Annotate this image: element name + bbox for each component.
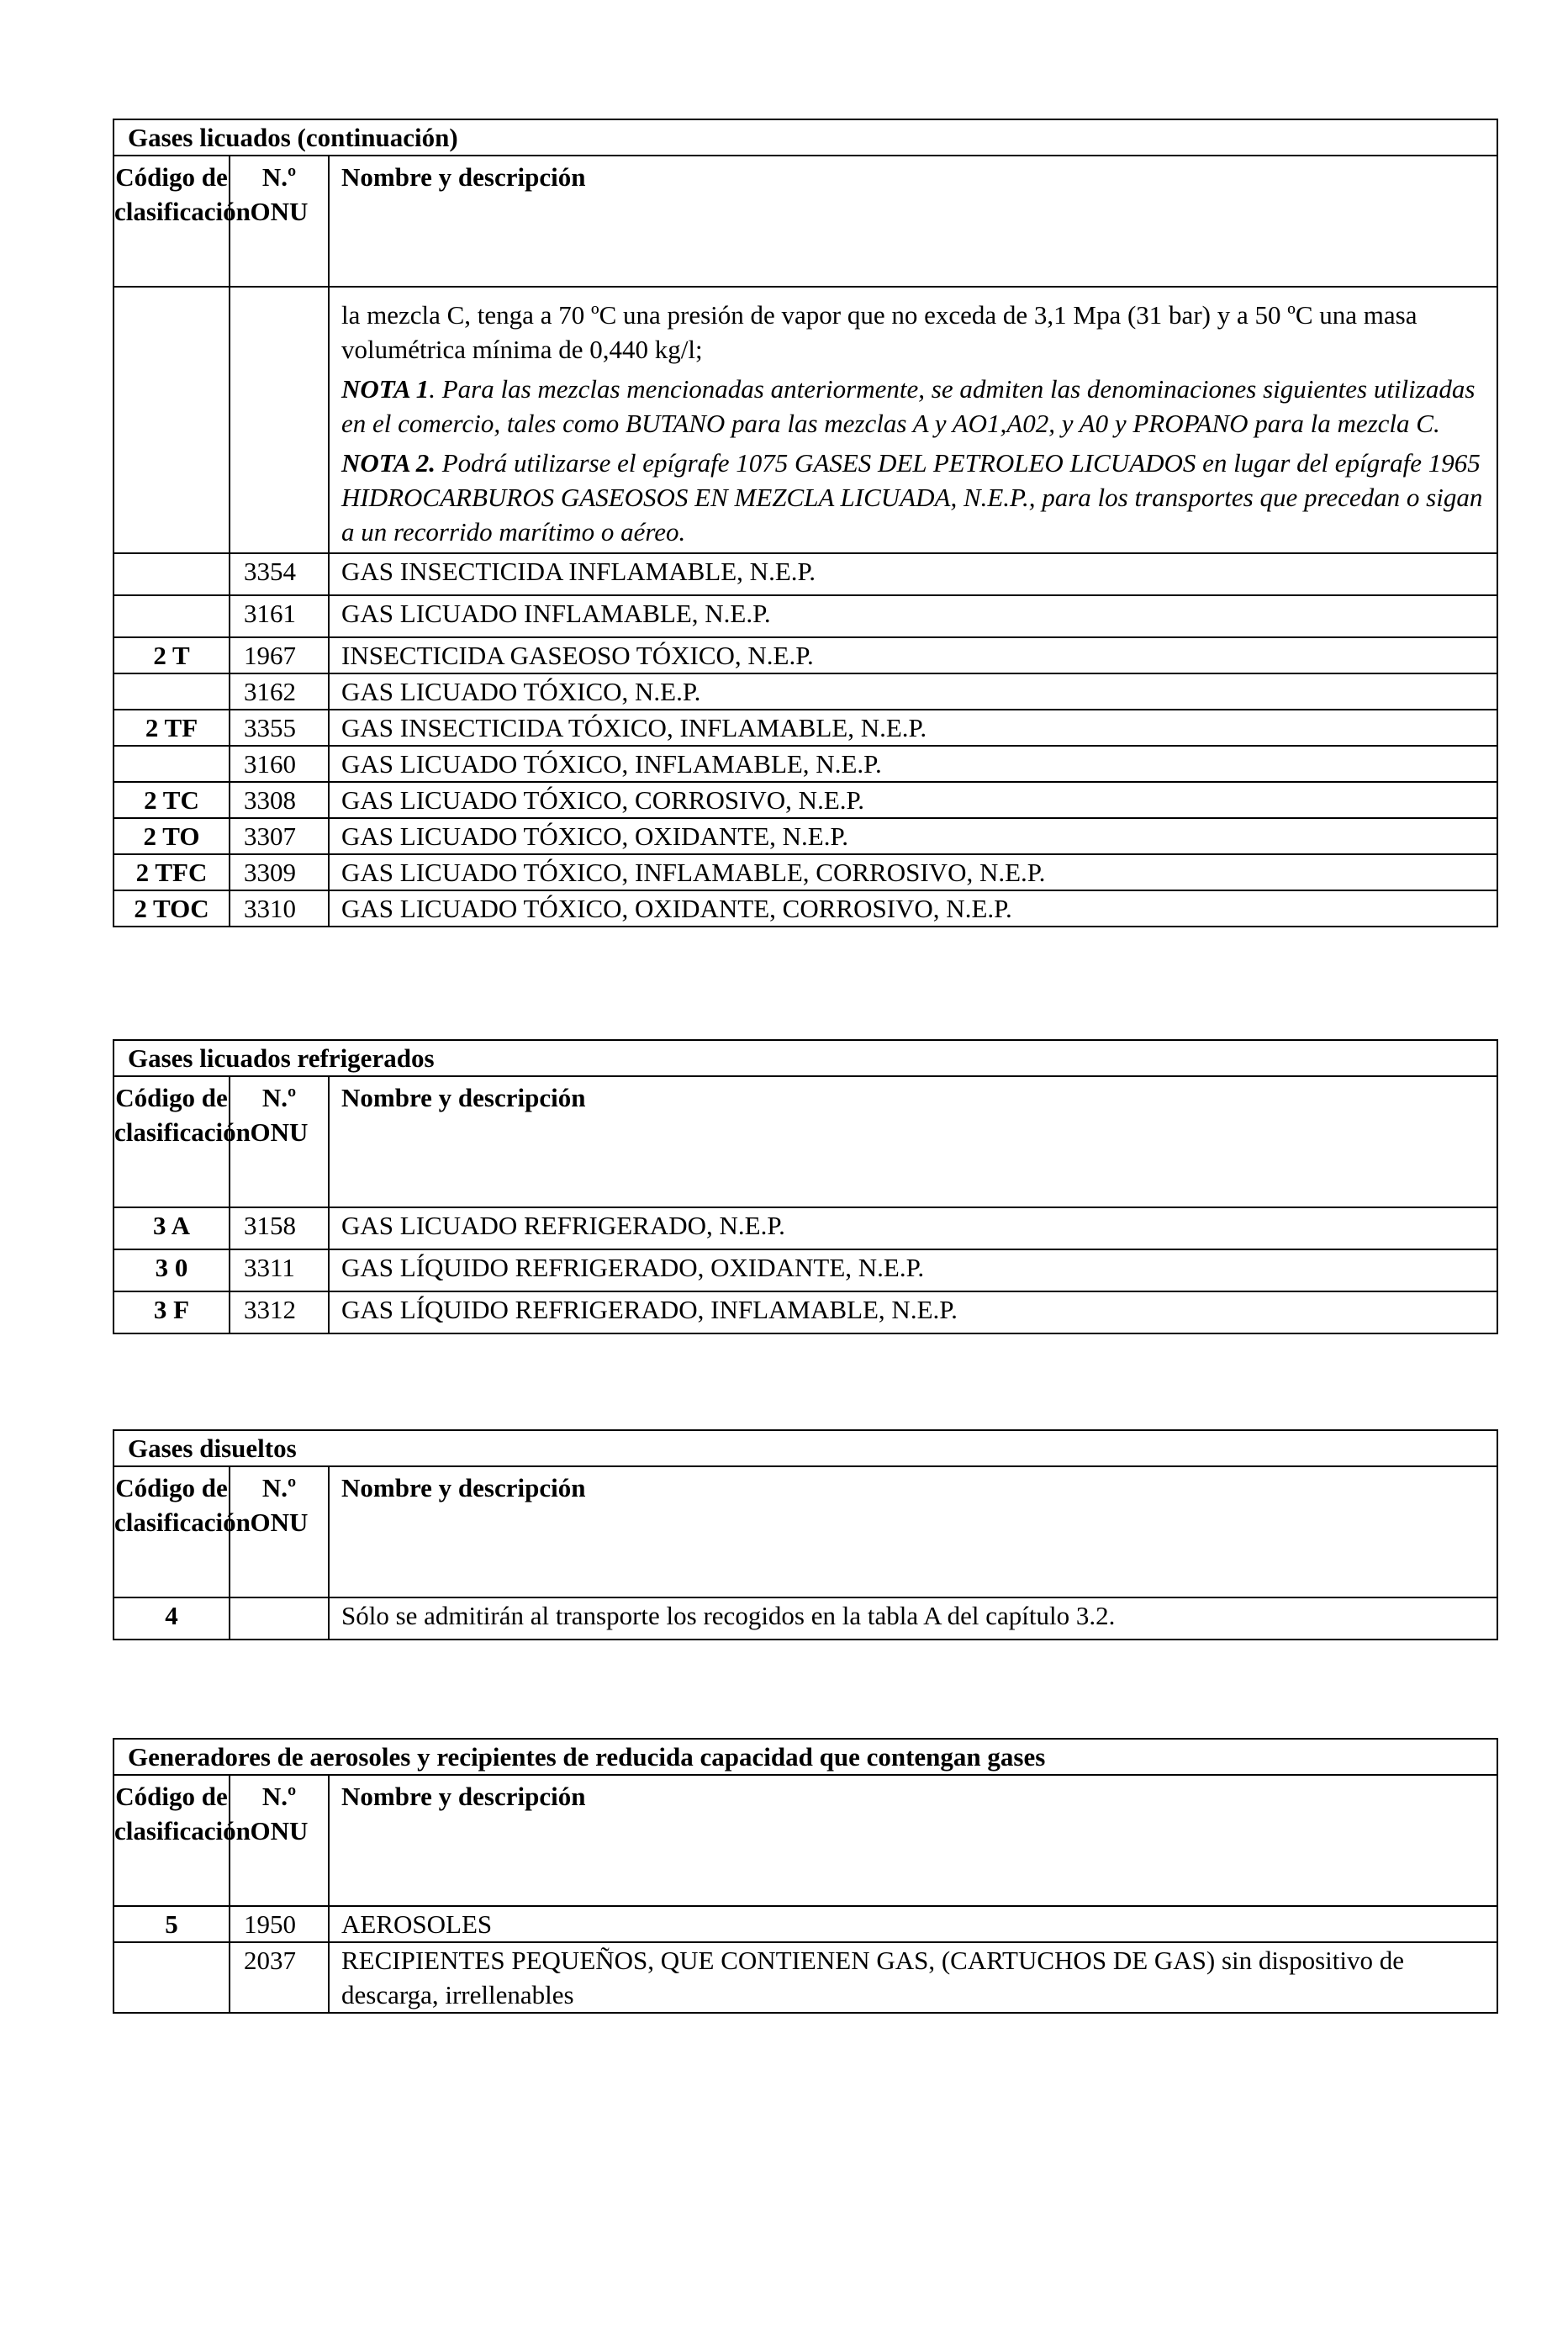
table-row	[114, 287, 1497, 553]
note-text: la mezcla C, tenga a 70 ºC una presión de vapor que no exceda de 3,1 Mpa (31 bar) y a 50 ºC una masa volumétrica mínima de 0,440 kg/l;	[341, 300, 1418, 364]
table-title: Gases licuados refrigerados	[114, 1040, 1497, 1076]
description-cell: GAS LICUADO REFRIGERADO, N.E.P.	[329, 1207, 1497, 1249]
description-cell: GAS LÍQUIDO REFRIGERADO, OXIDANTE, N.E.P.	[329, 1249, 1497, 1291]
table-row	[114, 1291, 1497, 1333]
nota-1	[341, 372, 1491, 441]
code-cell: 5	[114, 1906, 230, 1942]
description-cell: GAS LICUADO TÓXICO, INFLAMABLE, N.E.P.	[329, 746, 1497, 782]
column-header-description: Nombre y descripción	[329, 1076, 1497, 1207]
code-cell: 2 TF	[114, 710, 230, 746]
un-number-cell: 3308	[230, 782, 329, 818]
un-number-cell: 2037	[230, 1942, 329, 2013]
un-number-cell: 3354	[230, 553, 329, 595]
column-header-description: Nombre y descripción	[329, 1466, 1497, 1597]
table-title-row	[114, 1430, 1497, 1466]
note-cell	[329, 287, 1497, 553]
code-cell	[114, 746, 230, 782]
description-cell: RECIPIENTES PEQUEÑOS, QUE CONTIENEN GAS, (CARTUCHOS DE GAS) sin dispositivo de descarga, irrellenables	[329, 1942, 1497, 2013]
table-title-row	[114, 1739, 1497, 1775]
description-cell: GAS LICUADO TÓXICO, OXIDANTE, CORROSIVO, N.E.P.	[329, 890, 1497, 927]
un-number-cell: 3162	[230, 673, 329, 710]
table-row	[114, 1207, 1497, 1249]
table-row	[114, 1597, 1497, 1640]
column-header-code: Código de clasificación	[114, 1076, 230, 1207]
table-title-row	[114, 119, 1497, 156]
un-number-cell	[230, 1597, 329, 1640]
table-row	[114, 782, 1497, 818]
code-cell	[114, 673, 230, 710]
code-cell: 3 0	[114, 1249, 230, 1291]
table-row	[114, 595, 1497, 637]
un-number-cell	[230, 287, 329, 553]
table-title: Generadores de aerosoles y recipientes de reducida capacidad que contengan gases	[114, 1739, 1497, 1775]
table-row	[114, 1249, 1497, 1291]
table-row	[114, 1942, 1497, 2013]
column-header-code: Código de clasificación	[114, 1775, 230, 1906]
table-row	[114, 637, 1497, 673]
table-row	[114, 710, 1497, 746]
column-header-code: Código de clasificación	[114, 1466, 230, 1597]
un-number-cell: 3158	[230, 1207, 329, 1249]
description-cell: GAS LICUADO TÓXICO, OXIDANTE, N.E.P.	[329, 818, 1497, 854]
un-number-cell: 3310	[230, 890, 329, 927]
header-num-line2: ONU	[250, 1117, 309, 1147]
un-number-cell: 3307	[230, 818, 329, 854]
table-row	[114, 890, 1497, 927]
un-number-cell: 3312	[230, 1291, 329, 1333]
column-header-description: Nombre y descripción	[329, 1775, 1497, 1906]
table-header-row	[114, 156, 1497, 287]
un-number-cell: 3311	[230, 1249, 329, 1291]
nota-2-text: Podrá utilizarse el epígrafe 1075 GASES DEL PETROLEO LICUADOS en lugar del epígrafe 1965 HIDROCARBUROS GASEOSOS EN MEZCLA LICUADA, N.E.P., para los transportes que precedan o sigan a un recorrido marítimo o aéreo.	[341, 448, 1483, 547]
description-cell: AEROSOLES	[329, 1906, 1497, 1942]
table-gases-licuados-refrigerados	[113, 1039, 1498, 1334]
header-num-line2: ONU	[250, 197, 309, 226]
description-cell: GAS INSECTICIDA INFLAMABLE, N.E.P.	[329, 553, 1497, 595]
code-cell	[114, 553, 230, 595]
header-num-line1: N.º	[261, 1083, 297, 1112]
code-cell: 2 T	[114, 637, 230, 673]
table-row	[114, 746, 1497, 782]
code-cell: 2 TFC	[114, 854, 230, 890]
code-cell: 2 TOC	[114, 890, 230, 927]
un-number-cell: 1967	[230, 637, 329, 673]
table-generadores-de-aerosoles	[113, 1738, 1498, 2014]
description-cell: INSECTICIDA GASEOSO TÓXICO, N.E.P.	[329, 637, 1497, 673]
table-title: Gases disueltos	[114, 1430, 1497, 1466]
un-number-cell: 3160	[230, 746, 329, 782]
code-cell: 3 A	[114, 1207, 230, 1249]
table-gases-licuados-continuacion	[113, 119, 1498, 927]
table-gases-disueltos	[113, 1429, 1498, 1640]
nota-1-text: . Para las mezclas mencionadas anteriormente, se admiten las denominaciones siguientes utilizadas en el comercio, tales como BUTANO para las mezclas A y AO1,A02, y A0 y PROPANO para la mezcla C.	[341, 374, 1476, 438]
nota-2-label: NOTA 2.	[341, 448, 436, 478]
un-number-cell: 3355	[230, 710, 329, 746]
description-cell: GAS LICUADO TÓXICO, N.E.P.	[329, 673, 1497, 710]
table-row	[114, 673, 1497, 710]
un-number-cell: 3161	[230, 595, 329, 637]
table-header-row	[114, 1775, 1497, 1906]
description-cell: Sólo se admitirán al transporte los recogidos en la tabla A del capítulo 3.2.	[329, 1597, 1497, 1640]
header-num-line2: ONU	[250, 1816, 309, 1846]
nota-2	[341, 446, 1491, 549]
table-header-row	[114, 1076, 1497, 1207]
code-cell	[114, 595, 230, 637]
table-row	[114, 818, 1497, 854]
table-header-row	[114, 1466, 1497, 1597]
header-num-line1: N.º	[261, 162, 297, 192]
code-cell	[114, 1942, 230, 2013]
description-cell: GAS LICUADO TÓXICO, INFLAMABLE, CORROSIVO, N.E.P.	[329, 854, 1497, 890]
table-row	[114, 553, 1497, 595]
code-cell: 2 TC	[114, 782, 230, 818]
description-cell: GAS LICUADO INFLAMABLE, N.E.P.	[329, 595, 1497, 637]
table-title: Gases licuados (continuación)	[114, 119, 1497, 156]
description-cell: GAS LÍQUIDO REFRIGERADO, INFLAMABLE, N.E.P.	[329, 1291, 1497, 1333]
column-header-code: Código de clasificación	[114, 156, 230, 287]
code-cell: 4	[114, 1597, 230, 1640]
description-cell: GAS INSECTICIDA TÓXICO, INFLAMABLE, N.E.P.	[329, 710, 1497, 746]
table-row	[114, 1906, 1497, 1942]
code-cell: 2 TO	[114, 818, 230, 854]
description-cell: GAS LICUADO TÓXICO, CORROSIVO, N.E.P.	[329, 782, 1497, 818]
code-cell	[114, 287, 230, 553]
table-title-row	[114, 1040, 1497, 1076]
code-cell: 3 F	[114, 1291, 230, 1333]
table-row	[114, 854, 1497, 890]
nota-1-label: NOTA 1	[341, 374, 430, 404]
header-num-line1: N.º	[261, 1782, 297, 1811]
header-num-line1: N.º	[261, 1473, 297, 1502]
un-number-cell: 1950	[230, 1906, 329, 1942]
header-num-line2: ONU	[250, 1508, 309, 1537]
un-number-cell: 3309	[230, 854, 329, 890]
column-header-description: Nombre y descripción	[329, 156, 1497, 287]
